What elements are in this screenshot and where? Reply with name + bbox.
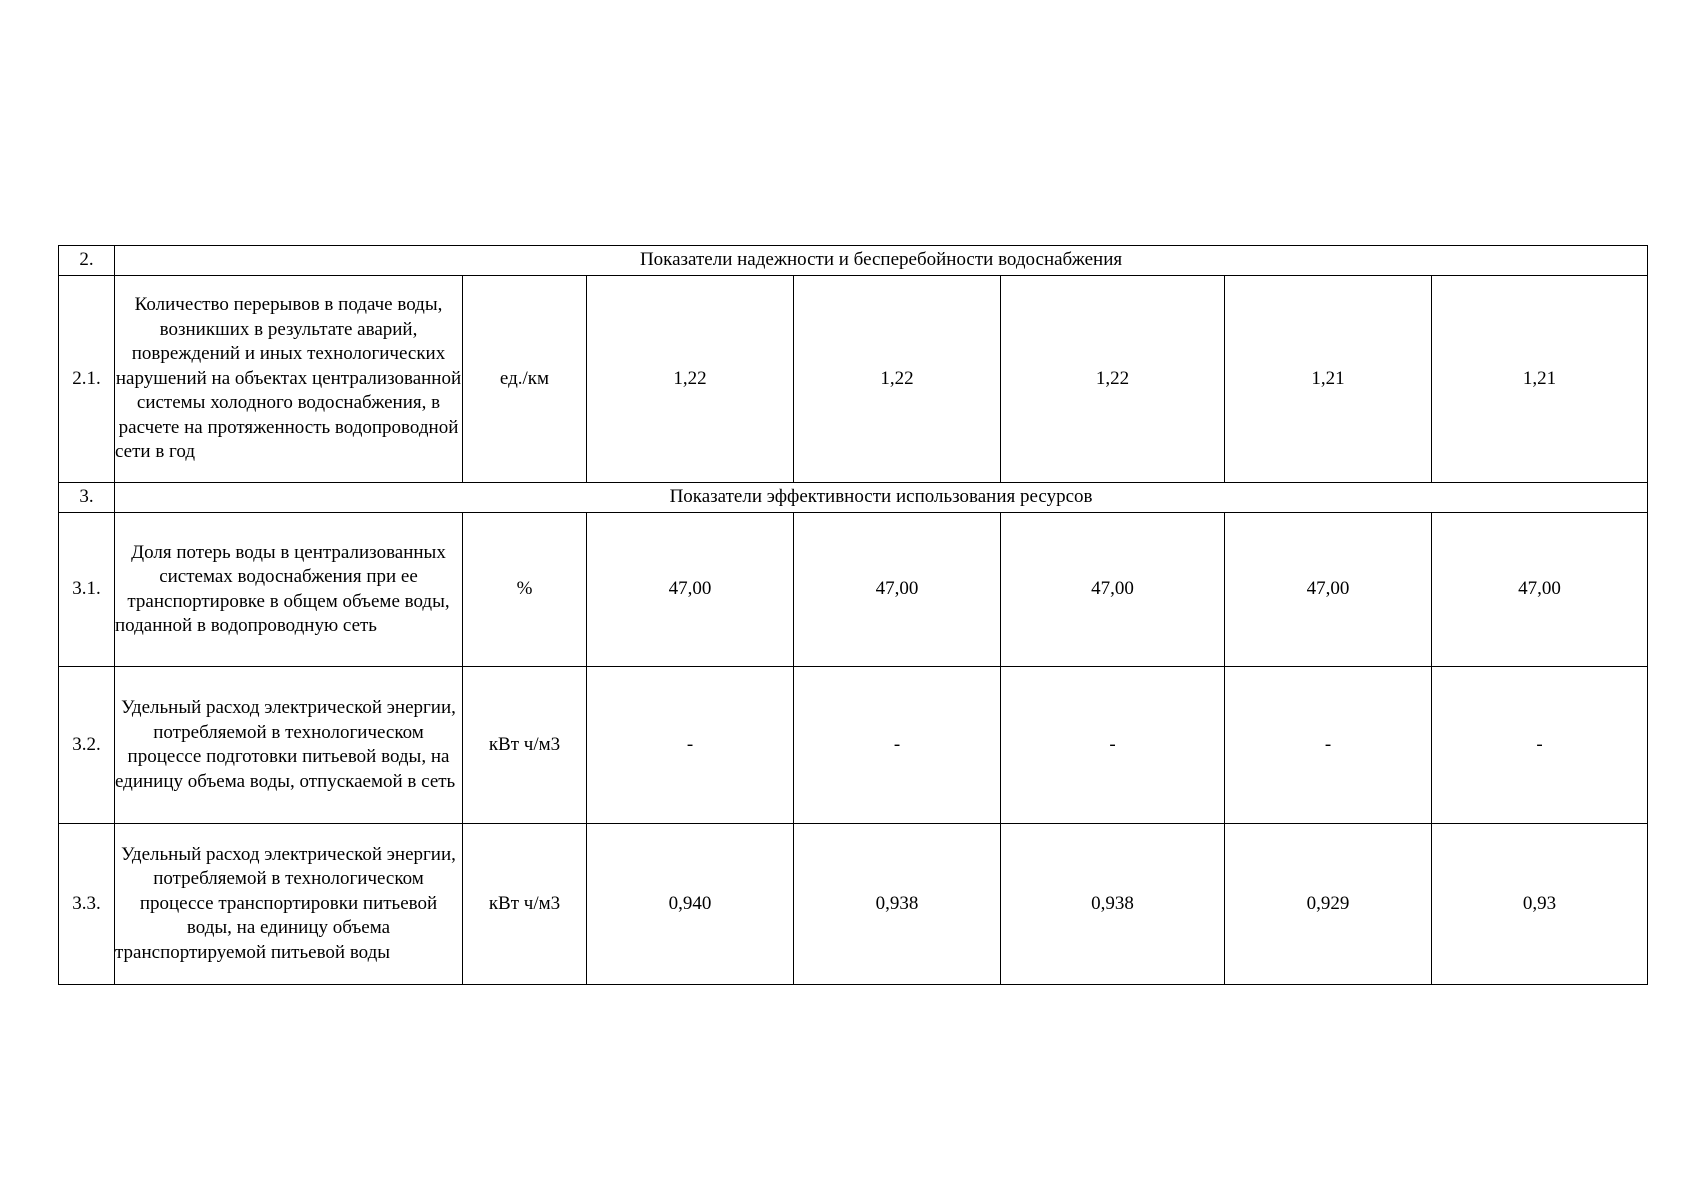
section-row <box>59 246 1648 276</box>
row-value: 0,93 <box>1432 824 1648 985</box>
row-value: 47,00 <box>1432 513 1648 667</box>
row-description-text: Количество перерывов в подаче воды, возникших в результате аварий, повреждений и иных технологических нарушений на объектах централизованной системы холодного водоснабжения, в расчете на протяженность водопроводной сети в год <box>115 294 462 463</box>
row-number: 3.2. <box>59 667 115 824</box>
indicators-table <box>58 245 1648 985</box>
section-row <box>59 483 1648 513</box>
table-row <box>59 513 1648 667</box>
row-value: 0,938 <box>794 824 1001 985</box>
row-value: - <box>1225 667 1432 824</box>
row-value: 0,938 <box>1001 824 1225 985</box>
section-title: Показатели эффективности использования ресурсов <box>115 483 1648 513</box>
row-value: 1,21 <box>1432 276 1648 483</box>
row-value: 1,22 <box>587 276 794 483</box>
row-value: 0,940 <box>587 824 794 985</box>
row-number: 3.3. <box>59 824 115 985</box>
row-value: 47,00 <box>794 513 1001 667</box>
section-title: Показатели надежности и бесперебойности водоснабжения <box>115 246 1648 276</box>
row-value: 1,21 <box>1225 276 1432 483</box>
row-value: 47,00 <box>587 513 794 667</box>
row-value: 1,22 <box>1001 276 1225 483</box>
row-value: - <box>1001 667 1225 824</box>
row-description <box>115 824 463 985</box>
row-value: - <box>794 667 1001 824</box>
table-row <box>59 667 1648 824</box>
row-unit: кВт ч/м3 <box>463 824 587 985</box>
row-description <box>115 276 463 483</box>
row-unit: % <box>463 513 587 667</box>
row-unit: кВт ч/м3 <box>463 667 587 824</box>
row-description-text: Доля потерь воды в централизованных системах водоснабжения при ее транспортировке в общем объеме воды, поданной в водопроводную сеть <box>115 541 450 636</box>
row-unit: ед./км <box>463 276 587 483</box>
row-value: - <box>587 667 794 824</box>
row-value: 1,22 <box>794 276 1001 483</box>
table-row <box>59 824 1648 985</box>
row-value: 47,00 <box>1001 513 1225 667</box>
row-number: 2.1. <box>59 276 115 483</box>
table-row <box>59 276 1648 483</box>
section-number: 3. <box>59 483 115 513</box>
row-number: 3.1. <box>59 513 115 667</box>
row-description-text: Удельный расход электрической энергии, потребляемой в технологическом процессе транспортировки питьевой воды, на единицу объема транспортируемой питьевой воды <box>115 843 456 963</box>
row-description <box>115 513 463 667</box>
section-number: 2. <box>59 246 115 276</box>
row-value: - <box>1432 667 1648 824</box>
row-description-text: Удельный расход электрической энергии, потребляемой в технологическом процессе подготовки питьевой воды, на единицу объема воды, отпускаемой в сеть <box>115 697 456 792</box>
row-value: 0,929 <box>1225 824 1432 985</box>
row-value: 47,00 <box>1225 513 1432 667</box>
row-description <box>115 667 463 824</box>
